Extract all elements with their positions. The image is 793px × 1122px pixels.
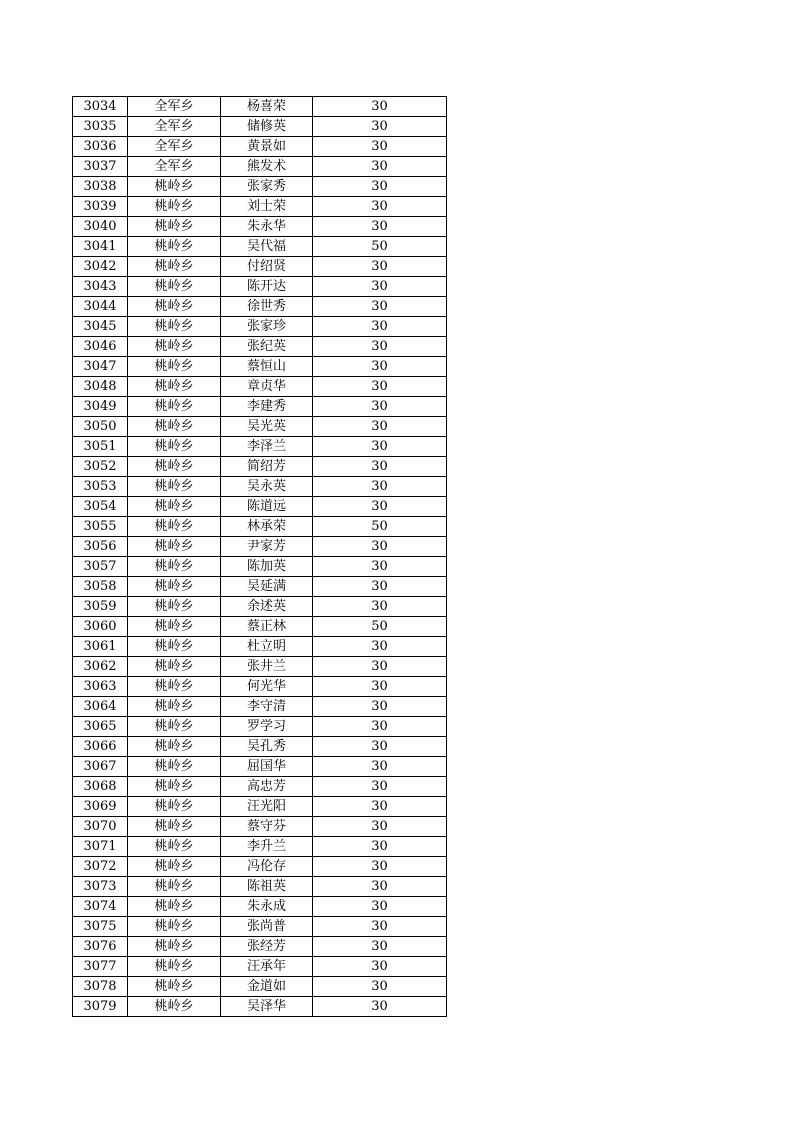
township-cell: 桃岭乡 <box>128 877 221 897</box>
row-number-cell: 3058 <box>73 577 128 597</box>
amount-cell: 30 <box>313 677 447 697</box>
row-number-cell: 3035 <box>73 117 128 137</box>
township-cell: 桃岭乡 <box>128 617 221 637</box>
township-cell: 桃岭乡 <box>128 597 221 617</box>
amount-cell: 50 <box>313 237 447 257</box>
person-name-cell: 张纪英 <box>221 337 313 357</box>
table-row <box>73 457 447 477</box>
amount-cell: 30 <box>313 657 447 677</box>
person-name-cell: 李守清 <box>221 697 313 717</box>
township-cell: 全军乡 <box>128 157 221 177</box>
amount-cell: 30 <box>313 297 447 317</box>
table-row <box>73 657 447 677</box>
row-number-cell: 3047 <box>73 357 128 377</box>
table-row <box>73 177 447 197</box>
row-number-cell: 3068 <box>73 777 128 797</box>
amount-cell: 30 <box>313 917 447 937</box>
person-name-cell: 李泽兰 <box>221 437 313 457</box>
row-number-cell: 3051 <box>73 437 128 457</box>
person-name-cell: 蔡守芬 <box>221 817 313 837</box>
amount-cell: 30 <box>313 857 447 877</box>
township-cell: 桃岭乡 <box>128 177 221 197</box>
amount-cell: 30 <box>313 717 447 737</box>
township-cell: 桃岭乡 <box>128 677 221 697</box>
person-name-cell: 章贞华 <box>221 377 313 397</box>
table-row <box>73 537 447 557</box>
amount-cell: 30 <box>313 117 447 137</box>
township-cell: 桃岭乡 <box>128 557 221 577</box>
township-cell: 桃岭乡 <box>128 457 221 477</box>
table-row <box>73 977 447 997</box>
amount-cell: 30 <box>313 977 447 997</box>
person-name-cell: 陈道远 <box>221 497 313 517</box>
amount-cell: 30 <box>313 697 447 717</box>
amount-cell: 30 <box>313 957 447 977</box>
amount-cell: 30 <box>313 477 447 497</box>
row-number-cell: 3063 <box>73 677 128 697</box>
township-cell: 桃岭乡 <box>128 937 221 957</box>
township-cell: 桃岭乡 <box>128 417 221 437</box>
township-cell: 桃岭乡 <box>128 717 221 737</box>
table-row <box>73 897 447 917</box>
amount-cell: 30 <box>313 877 447 897</box>
person-name-cell: 吴永英 <box>221 477 313 497</box>
row-number-cell: 3072 <box>73 857 128 877</box>
amount-cell: 30 <box>313 637 447 657</box>
row-number-cell: 3070 <box>73 817 128 837</box>
township-cell: 桃岭乡 <box>128 697 221 717</box>
person-name-cell: 冯伦存 <box>221 857 313 877</box>
table-row <box>73 297 447 317</box>
person-name-cell: 张家秀 <box>221 177 313 197</box>
amount-cell: 30 <box>313 317 447 337</box>
table-row <box>73 617 447 637</box>
table-row <box>73 877 447 897</box>
township-cell: 桃岭乡 <box>128 197 221 217</box>
row-number-cell: 3057 <box>73 557 128 577</box>
township-cell: 桃岭乡 <box>128 477 221 497</box>
township-cell: 桃岭乡 <box>128 257 221 277</box>
row-number-cell: 3066 <box>73 737 128 757</box>
row-number-cell: 3036 <box>73 137 128 157</box>
table-row <box>73 197 447 217</box>
person-name-cell: 陈加英 <box>221 557 313 577</box>
table-row <box>73 857 447 877</box>
township-cell: 桃岭乡 <box>128 297 221 317</box>
amount-cell: 30 <box>313 157 447 177</box>
table-row <box>73 937 447 957</box>
person-name-cell: 黄景如 <box>221 137 313 157</box>
amount-cell: 30 <box>313 777 447 797</box>
row-number-cell: 3077 <box>73 957 128 977</box>
table-row <box>73 497 447 517</box>
row-number-cell: 3056 <box>73 537 128 557</box>
person-name-cell: 朱永华 <box>221 217 313 237</box>
row-number-cell: 3052 <box>73 457 128 477</box>
person-name-cell: 吴光英 <box>221 417 313 437</box>
row-number-cell: 3053 <box>73 477 128 497</box>
row-number-cell: 3073 <box>73 877 128 897</box>
table-row <box>73 317 447 337</box>
person-name-cell: 蔡正林 <box>221 617 313 637</box>
table-row <box>73 97 447 117</box>
person-name-cell: 何光华 <box>221 677 313 697</box>
table-row <box>73 837 447 857</box>
row-number-cell: 3039 <box>73 197 128 217</box>
table-row <box>73 637 447 657</box>
row-number-cell: 3074 <box>73 897 128 917</box>
table-row <box>73 577 447 597</box>
amount-cell: 30 <box>313 417 447 437</box>
table-row <box>73 757 447 777</box>
table-row <box>73 737 447 757</box>
amount-cell: 30 <box>313 397 447 417</box>
row-number-cell: 3034 <box>73 97 128 117</box>
township-cell: 全军乡 <box>128 117 221 137</box>
amount-cell: 30 <box>313 377 447 397</box>
amount-cell: 30 <box>313 837 447 857</box>
person-name-cell: 高忠芳 <box>221 777 313 797</box>
amount-cell: 30 <box>313 437 447 457</box>
row-number-cell: 3062 <box>73 657 128 677</box>
table-row <box>73 337 447 357</box>
person-name-cell: 刘士荣 <box>221 197 313 217</box>
table-row <box>73 817 447 837</box>
person-name-cell: 屈国华 <box>221 757 313 777</box>
row-number-cell: 3045 <box>73 317 128 337</box>
table-row <box>73 157 447 177</box>
amount-cell: 30 <box>313 757 447 777</box>
person-name-cell: 陈祖英 <box>221 877 313 897</box>
person-name-cell: 杜立明 <box>221 637 313 657</box>
amount-cell: 30 <box>313 277 447 297</box>
row-number-cell: 3069 <box>73 797 128 817</box>
person-name-cell: 罗学习 <box>221 717 313 737</box>
row-number-cell: 3038 <box>73 177 128 197</box>
township-cell: 桃岭乡 <box>128 657 221 677</box>
row-number-cell: 3048 <box>73 377 128 397</box>
table-row <box>73 437 447 457</box>
person-name-cell: 付绍贤 <box>221 257 313 277</box>
person-name-cell: 李升兰 <box>221 837 313 857</box>
township-cell: 桃岭乡 <box>128 357 221 377</box>
amount-cell: 50 <box>313 517 447 537</box>
township-cell: 桃岭乡 <box>128 317 221 337</box>
row-number-cell: 3075 <box>73 917 128 937</box>
roster-table-body <box>73 97 447 1017</box>
table-row <box>73 357 447 377</box>
roster-table <box>72 96 447 1017</box>
amount-cell: 30 <box>313 937 447 957</box>
table-row <box>73 137 447 157</box>
table-row <box>73 557 447 577</box>
table-row <box>73 917 447 937</box>
amount-cell: 30 <box>313 137 447 157</box>
amount-cell: 30 <box>313 97 447 117</box>
amount-cell: 30 <box>313 497 447 517</box>
person-name-cell: 汪光阳 <box>221 797 313 817</box>
township-cell: 桃岭乡 <box>128 837 221 857</box>
row-number-cell: 3059 <box>73 597 128 617</box>
table-row <box>73 717 447 737</box>
person-name-cell: 蔡恒山 <box>221 357 313 377</box>
amount-cell: 30 <box>313 457 447 477</box>
row-number-cell: 3078 <box>73 977 128 997</box>
amount-cell: 30 <box>313 177 447 197</box>
table-row <box>73 377 447 397</box>
person-name-cell: 金道如 <box>221 977 313 997</box>
township-cell: 桃岭乡 <box>128 757 221 777</box>
township-cell: 桃岭乡 <box>128 517 221 537</box>
person-name-cell: 李建秀 <box>221 397 313 417</box>
township-cell: 桃岭乡 <box>128 997 221 1017</box>
row-number-cell: 3064 <box>73 697 128 717</box>
person-name-cell: 熊发术 <box>221 157 313 177</box>
township-cell: 桃岭乡 <box>128 917 221 937</box>
township-cell: 桃岭乡 <box>128 537 221 557</box>
row-number-cell: 3042 <box>73 257 128 277</box>
township-cell: 桃岭乡 <box>128 777 221 797</box>
person-name-cell: 尹家芳 <box>221 537 313 557</box>
person-name-cell: 徐世秀 <box>221 297 313 317</box>
table-row <box>73 697 447 717</box>
table-row <box>73 117 447 137</box>
row-number-cell: 3061 <box>73 637 128 657</box>
township-cell: 桃岭乡 <box>128 217 221 237</box>
table-row <box>73 257 447 277</box>
person-name-cell: 朱永成 <box>221 897 313 917</box>
amount-cell: 30 <box>313 737 447 757</box>
row-number-cell: 3040 <box>73 217 128 237</box>
township-cell: 桃岭乡 <box>128 497 221 517</box>
township-cell: 桃岭乡 <box>128 397 221 417</box>
township-cell: 桃岭乡 <box>128 577 221 597</box>
row-number-cell: 3071 <box>73 837 128 857</box>
row-number-cell: 3049 <box>73 397 128 417</box>
township-cell: 桃岭乡 <box>128 637 221 657</box>
table-row <box>73 677 447 697</box>
amount-cell: 30 <box>313 817 447 837</box>
table-row <box>73 777 447 797</box>
person-name-cell: 吴延满 <box>221 577 313 597</box>
amount-cell: 30 <box>313 197 447 217</box>
table-row <box>73 517 447 537</box>
person-name-cell: 汪承年 <box>221 957 313 977</box>
table-row <box>73 997 447 1017</box>
row-number-cell: 3041 <box>73 237 128 257</box>
township-cell: 全军乡 <box>128 97 221 117</box>
township-cell: 桃岭乡 <box>128 377 221 397</box>
amount-cell: 30 <box>313 797 447 817</box>
township-cell: 桃岭乡 <box>128 957 221 977</box>
person-name-cell: 林承荣 <box>221 517 313 537</box>
amount-cell: 30 <box>313 257 447 277</box>
table-row <box>73 597 447 617</box>
table-row <box>73 957 447 977</box>
table-row <box>73 417 447 437</box>
row-number-cell: 3054 <box>73 497 128 517</box>
person-name-cell: 吴代福 <box>221 237 313 257</box>
amount-cell: 30 <box>313 577 447 597</box>
township-cell: 桃岭乡 <box>128 737 221 757</box>
person-name-cell: 陈开达 <box>221 277 313 297</box>
table-row <box>73 797 447 817</box>
row-number-cell: 3065 <box>73 717 128 737</box>
township-cell: 桃岭乡 <box>128 237 221 257</box>
township-cell: 桃岭乡 <box>128 977 221 997</box>
person-name-cell: 张尚普 <box>221 917 313 937</box>
person-name-cell: 张经芳 <box>221 937 313 957</box>
table-row <box>73 277 447 297</box>
amount-cell: 30 <box>313 597 447 617</box>
table-row <box>73 237 447 257</box>
person-name-cell: 张家珍 <box>221 317 313 337</box>
person-name-cell: 余述英 <box>221 597 313 617</box>
person-name-cell: 吴泽华 <box>221 997 313 1017</box>
amount-cell: 30 <box>313 537 447 557</box>
amount-cell: 30 <box>313 897 447 917</box>
person-name-cell: 吴孔秀 <box>221 737 313 757</box>
row-number-cell: 3067 <box>73 757 128 777</box>
row-number-cell: 3076 <box>73 937 128 957</box>
table-row <box>73 397 447 417</box>
township-cell: 全军乡 <box>128 137 221 157</box>
row-number-cell: 3079 <box>73 997 128 1017</box>
person-name-cell: 储修英 <box>221 117 313 137</box>
amount-cell: 30 <box>313 217 447 237</box>
township-cell: 桃岭乡 <box>128 817 221 837</box>
amount-cell: 50 <box>313 617 447 637</box>
row-number-cell: 3050 <box>73 417 128 437</box>
township-cell: 桃岭乡 <box>128 857 221 877</box>
amount-cell: 30 <box>313 557 447 577</box>
township-cell: 桃岭乡 <box>128 897 221 917</box>
amount-cell: 30 <box>313 357 447 377</box>
township-cell: 桃岭乡 <box>128 797 221 817</box>
township-cell: 桃岭乡 <box>128 337 221 357</box>
row-number-cell: 3046 <box>73 337 128 357</box>
table-row <box>73 217 447 237</box>
amount-cell: 30 <box>313 337 447 357</box>
township-cell: 桃岭乡 <box>128 437 221 457</box>
row-number-cell: 3043 <box>73 277 128 297</box>
row-number-cell: 3044 <box>73 297 128 317</box>
person-name-cell: 简绍芳 <box>221 457 313 477</box>
amount-cell: 30 <box>313 997 447 1017</box>
row-number-cell: 3055 <box>73 517 128 537</box>
table-row <box>73 477 447 497</box>
row-number-cell: 3060 <box>73 617 128 637</box>
person-name-cell: 杨喜荣 <box>221 97 313 117</box>
township-cell: 桃岭乡 <box>128 277 221 297</box>
row-number-cell: 3037 <box>73 157 128 177</box>
person-name-cell: 张井兰 <box>221 657 313 677</box>
